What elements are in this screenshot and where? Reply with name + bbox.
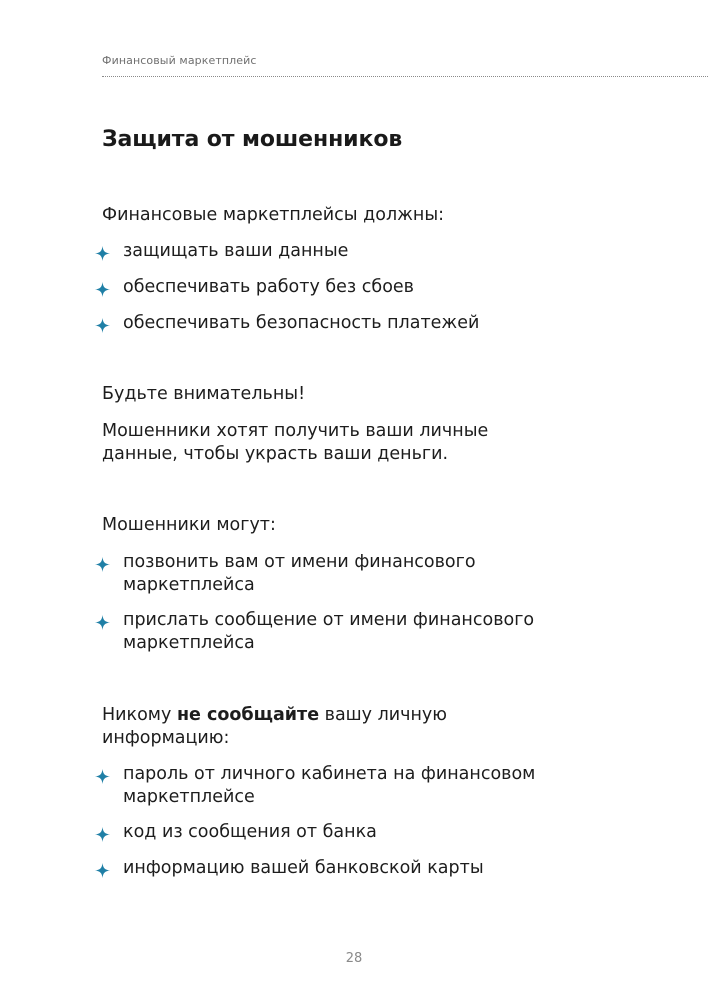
running-header: Финансовый маркетплейс [102, 54, 257, 67]
do-not-share-intro [102, 704, 662, 750]
list-item [95, 312, 655, 335]
list-item-line-2: маркетплейса [123, 633, 255, 653]
list-item-text [123, 763, 655, 809]
marketplaces-intro: Финансовые маркетплейсы должны: [102, 205, 445, 225]
list-item-line-2: маркетплейса [123, 575, 255, 595]
list-item [95, 821, 655, 844]
list-item-text [123, 609, 655, 655]
list-item-text: информацию вашей банковской карты [123, 858, 484, 878]
list-item-line-1: пароль от личного кабинета на финансовом [123, 764, 536, 784]
intro-after: вашу личную [319, 705, 448, 725]
intro-bold-emphasis: не сообщайте [176, 705, 320, 725]
page-number: 28 [345, 951, 363, 966]
four-point-star-icon [95, 615, 110, 630]
list-item-text: защищать ваши данные [123, 241, 349, 261]
warning-explanation [102, 420, 662, 466]
four-point-star-icon [95, 282, 110, 297]
intro-before: Никому [102, 705, 177, 725]
four-point-star-icon [95, 827, 110, 842]
list-item [95, 276, 655, 299]
header-divider [102, 76, 708, 77]
list-item [95, 240, 655, 263]
list-item [95, 763, 655, 809]
list-item-line-1: позвонить вам от имени финансового [123, 552, 476, 572]
list-item [95, 551, 655, 597]
list-item-line-1: прислать сообщение от имени финансового [123, 610, 535, 630]
list-item [95, 857, 655, 880]
four-point-star-icon [95, 769, 110, 784]
four-point-star-icon [95, 863, 110, 878]
list-item-text: обеспечивать работу без сбоев [123, 277, 414, 297]
four-point-star-icon [95, 246, 110, 261]
fraudsters-intro: Мошенники могут: [102, 515, 276, 535]
warning-line-2: данные, чтобы украсть ваши деньги. [102, 444, 449, 464]
list-item-text: обеспечивать безопасность платежей [123, 313, 480, 333]
page-title: Защита от мошенников [102, 127, 403, 152]
list-item [95, 609, 655, 655]
list-item-text: код из сообщения от банка [123, 822, 377, 842]
four-point-star-icon [95, 557, 110, 572]
warning-heading: Будьте внимательны! [102, 384, 306, 404]
four-point-star-icon [95, 318, 110, 333]
list-item-text [123, 551, 655, 597]
list-item-line-2: маркетплейсе [123, 787, 255, 807]
intro-line-2: информацию: [102, 728, 230, 748]
warning-line-1: Мошенники хотят получить ваши личные [102, 421, 489, 441]
